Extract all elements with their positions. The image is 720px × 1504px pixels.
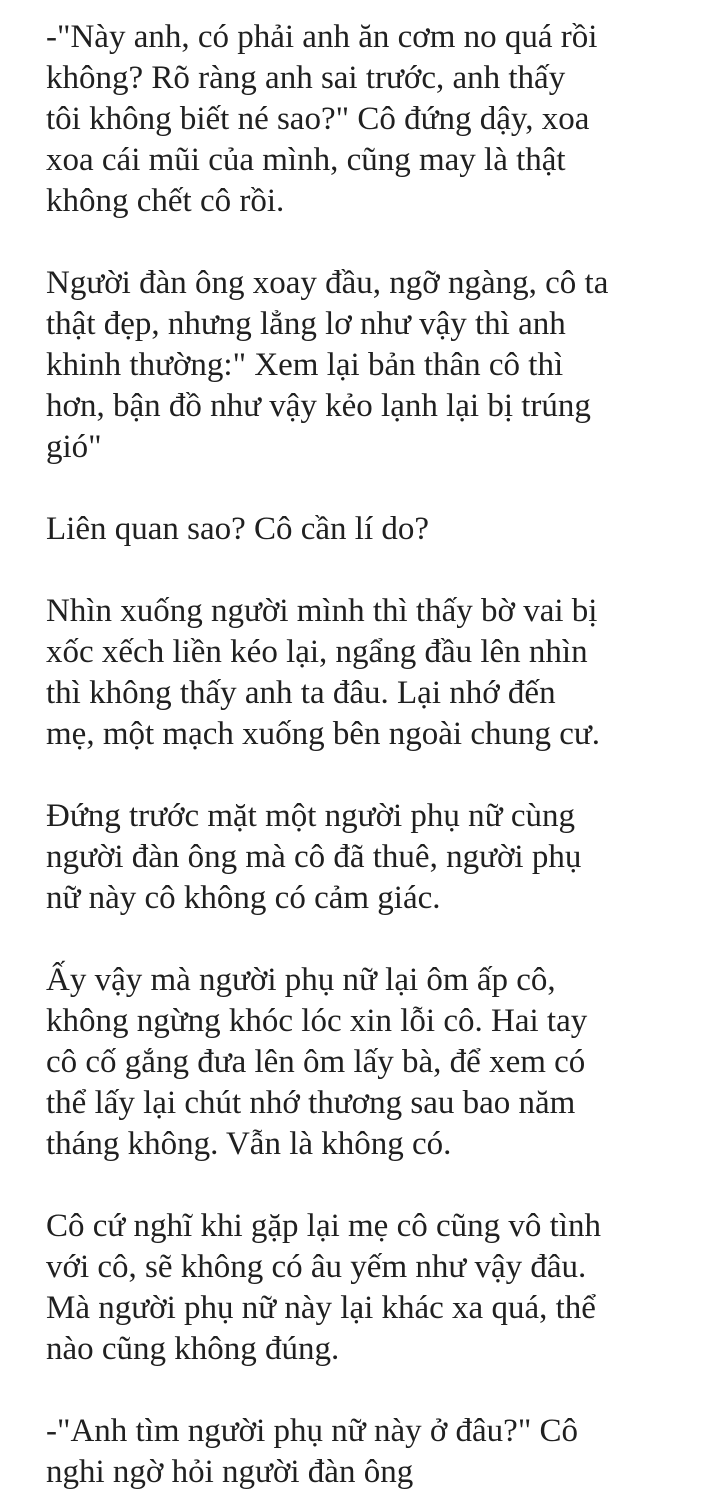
paragraph	[46, 263, 706, 468]
text-line: người đàn ông mà cô đã thuê, người phụ	[46, 839, 582, 875]
text-line: Ấy vậy mà người phụ nữ lại ôm ấp cô,	[46, 962, 556, 998]
text-line: không chết cô rồi.	[46, 183, 285, 219]
text-line: xốc xếch liền kéo lại, ngẩng đầu lên nhìn	[46, 634, 588, 670]
text-line: gió"	[46, 429, 102, 465]
story-text	[46, 17, 706, 1504]
text-line: Liên quan sao? Cô cần lí do?	[46, 511, 430, 547]
text-line: nào cũng không đúng.	[46, 1331, 340, 1367]
text-line: không ngừng khóc lóc xin lỗi cô. Hai tay	[46, 1003, 588, 1039]
text-line: tôi không biết né sao?" Cô đứng dậy, xoa	[46, 101, 590, 137]
paragraph	[46, 1411, 706, 1493]
paragraph	[46, 796, 706, 919]
text-line: xoa cái mũi của mình, cũng may là thật	[46, 142, 566, 178]
text-line: Người đàn ông xoay đầu, ngỡ ngàng, cô ta	[46, 265, 609, 301]
paragraph	[46, 1206, 706, 1370]
text-line: khinh thường:" Xem lại bản thân cô thì	[46, 347, 564, 383]
text-line: nghi ngờ hỏi người đàn ông	[46, 1454, 414, 1490]
text-line: tháng không. Vẫn là không có.	[46, 1126, 452, 1162]
text-line: không? Rõ ràng anh sai trước, anh thấy	[46, 60, 566, 96]
text-line: hơn, bận đồ như vậy kẻo lạnh lại bị trúng	[46, 388, 591, 424]
text-line: thật đẹp, nhưng lẳng lơ như vậy thì anh	[46, 306, 566, 342]
text-line: thì không thấy anh ta đâu. Lại nhớ đến	[46, 675, 556, 711]
text-line: nữ này cô không có cảm giác.	[46, 880, 441, 916]
paragraph	[46, 591, 706, 755]
text-line: -"Này anh, có phải anh ăn cơm no quá rồi	[46, 19, 598, 55]
text-line: mẹ, một mạch xuống bên ngoài chung cư.	[46, 716, 601, 752]
text-line: Đứng trước mặt một người phụ nữ cùng	[46, 798, 575, 834]
paragraph	[46, 17, 706, 222]
text-line: Mà người phụ nữ này lại khác xa quá, thể	[46, 1290, 596, 1326]
text-line: -"Anh tìm người phụ nữ này ở đâu?" Cô	[46, 1413, 579, 1449]
text-line: thể lấy lại chút nhớ thương sau bao năm	[46, 1085, 576, 1121]
paragraph	[46, 509, 706, 550]
text-line: Nhìn xuống người mình thì thấy bờ vai bị	[46, 593, 598, 629]
text-line: với cô, sẽ không có âu yếm như vậy đâu.	[46, 1249, 587, 1285]
paragraph	[46, 960, 706, 1165]
text-line: Cô cứ nghĩ khi gặp lại mẹ cô cũng vô tình	[46, 1208, 601, 1244]
text-line: cô cố gắng đưa lên ôm lấy bà, để xem có	[46, 1044, 586, 1080]
